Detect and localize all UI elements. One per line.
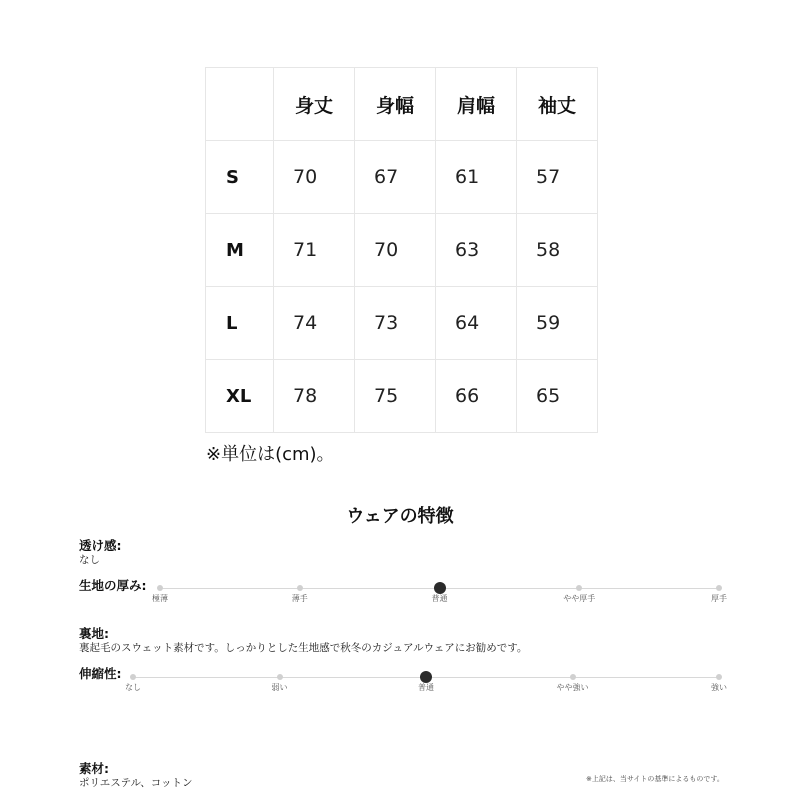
scale-marker [130, 674, 136, 680]
lining-value: 裏起毛のスウェット素材です。しっかりとした生地感で秋冬のカジュアルウェアにお勧めです。 [79, 642, 528, 654]
scale-tick-label: 普通 [431, 594, 448, 603]
table-cell: 75 [355, 360, 436, 433]
size-table-corner [206, 68, 274, 141]
scale-tick-label: 薄手 [291, 594, 308, 603]
scale-marker [277, 674, 283, 680]
table-row [206, 214, 598, 287]
transparency-value: なし [79, 554, 100, 566]
footnote: ※上記は、当サイトの基準によるものです。 [586, 775, 724, 783]
size-label: XL [206, 360, 274, 433]
size-table [205, 67, 598, 433]
table-cell: 74 [274, 287, 355, 360]
thickness-label: 生地の厚み: [79, 578, 147, 593]
scale-tick-label: 弱い [271, 683, 288, 692]
scale-marker [570, 674, 576, 680]
table-cell: 70 [355, 214, 436, 287]
scale-marker [297, 585, 303, 591]
scale-tick-label: なし [125, 683, 141, 692]
table-cell: 66 [436, 360, 517, 433]
lining-label: 裏地: [79, 626, 109, 641]
scale-marker [716, 674, 722, 680]
scale-tick-label: やや強い [556, 683, 589, 692]
table-cell: 73 [355, 287, 436, 360]
size-label: L [206, 287, 274, 360]
scale-tick-label: 厚手 [711, 594, 727, 603]
header-length: 身丈 [274, 68, 355, 141]
scale-tick-label: 強い [711, 683, 727, 692]
table-cell: 58 [517, 214, 598, 287]
header-width: 身幅 [355, 68, 436, 141]
table-row [206, 141, 598, 214]
table-cell: 59 [517, 287, 598, 360]
table-cell: 64 [436, 287, 517, 360]
stretch-label: 伸縮性: [79, 666, 122, 681]
table-cell: 57 [517, 141, 598, 214]
scale-marker [157, 585, 163, 591]
table-cell: 61 [436, 141, 517, 214]
size-label: M [206, 214, 274, 287]
unit-note: ※単位は(cm)。 [206, 444, 335, 465]
table-cell: 65 [517, 360, 598, 433]
scale-tick-label: やや厚手 [563, 594, 596, 603]
table-cell: 78 [274, 360, 355, 433]
table-cell: 63 [436, 214, 517, 287]
material-label: 素材: [79, 761, 109, 776]
scale-marker [716, 585, 722, 591]
size-label: S [206, 141, 274, 214]
scale-tick-label: 普通 [418, 683, 434, 692]
size-table-header-row [206, 68, 598, 141]
table-cell: 70 [274, 141, 355, 214]
material-value: ポリエステル、コットン [79, 777, 193, 789]
header-sleeve: 袖丈 [517, 68, 598, 141]
header-shoulder: 肩幅 [436, 68, 517, 141]
scale-marker [576, 585, 582, 591]
table-row [206, 360, 598, 433]
table-cell: 71 [274, 214, 355, 287]
transparency-label: 透け感: [79, 538, 122, 553]
scale-tick-label: 極薄 [152, 594, 168, 603]
table-cell: 67 [355, 141, 436, 214]
features-title: ウェアの特徴 [346, 506, 454, 527]
table-row [206, 287, 598, 360]
